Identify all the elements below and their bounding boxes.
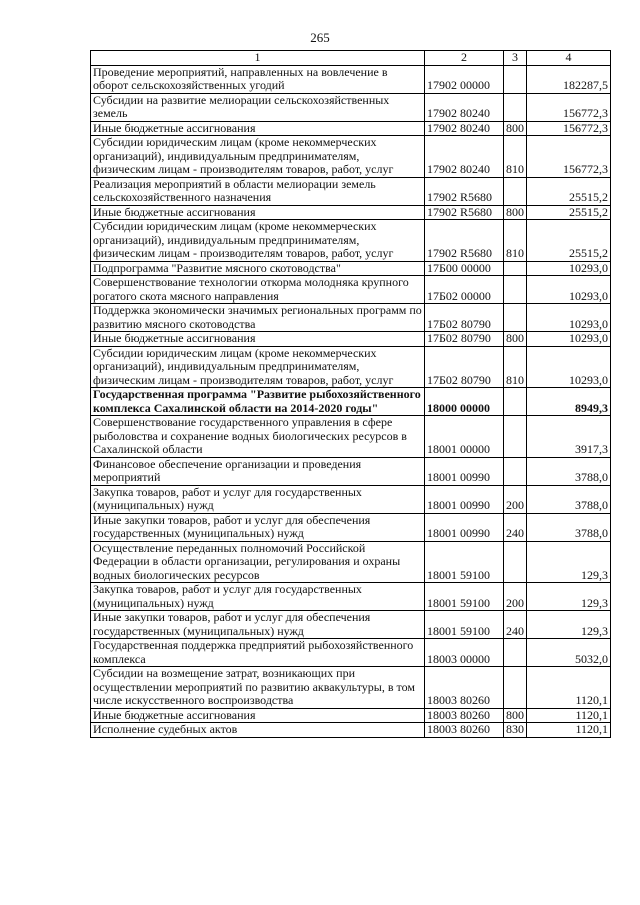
row-code: 18000 00000 [425, 388, 504, 416]
table-row [91, 611, 611, 639]
table-row [91, 93, 611, 121]
row-name: Исполнение судебных актов [91, 723, 425, 738]
table-row [91, 276, 611, 304]
row-name: Осуществление переданных полномочий Российской Федерации в области организации, регулирования и охраны водных биологических ресурсов [91, 541, 425, 583]
row-amount: 10293,0 [527, 261, 611, 276]
row-amount: 10293,0 [527, 332, 611, 347]
row-expense-type [504, 65, 527, 93]
row-expense-type: 200 [504, 583, 527, 611]
row-name: Совершенствование государственного управления в сфере рыболовства и сохранение водных биологических ресурсов в Сахалинской области [91, 416, 425, 458]
row-expense-type: 810 [504, 136, 527, 178]
table-row [91, 513, 611, 541]
row-name: Субсидии юридическим лицам (кроме некоммерческих организаций), индивидуальным предпринимателям, физическим лицам - производителям товаров, работ, услуг [91, 220, 425, 262]
table-row [91, 708, 611, 723]
row-code: 17Б02 80790 [425, 332, 504, 347]
table-row [91, 485, 611, 513]
table-row [91, 304, 611, 332]
row-code: 18003 80260 [425, 667, 504, 709]
row-code: 18001 00990 [425, 513, 504, 541]
row-amount: 3788,0 [527, 513, 611, 541]
row-amount: 1120,1 [527, 723, 611, 738]
row-name: Закупка товаров, работ и услуг для государственных (муниципальных) нужд [91, 485, 425, 513]
row-amount: 3788,0 [527, 457, 611, 485]
row-amount: 182287,5 [527, 65, 611, 93]
row-expense-type [504, 416, 527, 458]
row-amount: 10293,0 [527, 304, 611, 332]
row-amount: 25515,2 [527, 177, 611, 205]
row-code: 17Б02 80790 [425, 304, 504, 332]
row-code: 18001 59100 [425, 583, 504, 611]
row-amount: 8949,3 [527, 388, 611, 416]
row-code: 17902 80240 [425, 121, 504, 136]
row-name: Иные бюджетные ассигнования [91, 121, 425, 136]
row-code: 18001 59100 [425, 611, 504, 639]
row-expense-type: 810 [504, 220, 527, 262]
row-expense-type [504, 667, 527, 709]
row-name: Проведение мероприятий, направленных на вовлечение в оборот сельскохозяйственных угодий [91, 65, 425, 93]
row-expense-type: 830 [504, 723, 527, 738]
row-expense-type: 800 [504, 332, 527, 347]
row-expense-type [504, 304, 527, 332]
row-code: 18003 00000 [425, 639, 504, 667]
row-code: 17902 80240 [425, 136, 504, 178]
row-expense-type: 800 [504, 205, 527, 220]
table-row [91, 416, 611, 458]
row-code: 17902 80240 [425, 93, 504, 121]
table-row [91, 583, 611, 611]
row-code: 17Б02 00000 [425, 276, 504, 304]
row-expense-type [504, 93, 527, 121]
table-row [91, 65, 611, 93]
row-amount: 25515,2 [527, 220, 611, 262]
page-number: 265 [310, 30, 330, 45]
row-amount: 156772,3 [527, 93, 611, 121]
row-name: Иные бюджетные ассигнования [91, 708, 425, 723]
row-amount: 10293,0 [527, 346, 611, 388]
row-expense-type [504, 177, 527, 205]
table-row [91, 136, 611, 178]
row-code: 18001 00990 [425, 485, 504, 513]
row-code: 17902 R5680 [425, 177, 504, 205]
table-row [91, 346, 611, 388]
row-code: 18001 00990 [425, 457, 504, 485]
row-amount: 129,3 [527, 611, 611, 639]
column-header-4: 4 [527, 51, 611, 66]
table-row [91, 177, 611, 205]
row-amount: 3917,3 [527, 416, 611, 458]
row-name: Государственная программа "Развитие рыбохозяйственного комплекса Сахалинской области на 2014-2020 годы" [91, 388, 425, 416]
table-row [91, 667, 611, 709]
row-expense-type [504, 639, 527, 667]
row-name: Подпрограмма "Развитие мясного скотоводства" [91, 261, 425, 276]
row-name: Субсидии на развитие мелиорации сельскохозяйственных земель [91, 93, 425, 121]
row-expense-type: 800 [504, 121, 527, 136]
table-row [91, 541, 611, 583]
row-expense-type: 200 [504, 485, 527, 513]
table-header-row [91, 51, 611, 66]
table-row [91, 205, 611, 220]
table-row [91, 261, 611, 276]
row-code: 17902 R5680 [425, 205, 504, 220]
row-amount: 5032,0 [527, 639, 611, 667]
row-expense-type: 240 [504, 513, 527, 541]
row-name: Финансовое обеспечение организации и проведения мероприятий [91, 457, 425, 485]
row-name: Совершенствование технологии откорма молодняка крупного рогатого скота мясного направления [91, 276, 425, 304]
row-expense-type: 810 [504, 346, 527, 388]
budget-table [90, 50, 611, 738]
row-name: Субсидии юридическим лицам (кроме некоммерческих организаций), индивидуальным предпринимателям, физическим лицам - производителям товаров, работ, услуг [91, 136, 425, 178]
row-expense-type [504, 261, 527, 276]
row-code: 17902 R5680 [425, 220, 504, 262]
table-row [91, 457, 611, 485]
row-name: Иные закупки товаров, работ и услуг для обеспечения государственных (муниципальных) нужд [91, 513, 425, 541]
row-name: Субсидии на возмещение затрат, возникающих при осуществлении мероприятий по развитию аквакультуры, в том числе искусственного воспроизводства [91, 667, 425, 709]
row-code: 17902 00000 [425, 65, 504, 93]
row-amount: 10293,0 [527, 276, 611, 304]
row-expense-type [504, 457, 527, 485]
row-amount: 3788,0 [527, 485, 611, 513]
row-code: 18003 80260 [425, 708, 504, 723]
row-expense-type [504, 388, 527, 416]
column-header-3: 3 [504, 51, 527, 66]
row-name: Иные закупки товаров, работ и услуг для обеспечения государственных (муниципальных) нужд [91, 611, 425, 639]
row-expense-type [504, 276, 527, 304]
row-amount: 1120,1 [527, 708, 611, 723]
table-row [91, 639, 611, 667]
row-name: Субсидии юридическим лицам (кроме некоммерческих организаций), индивидуальным предпринимателям, физическим лицам - производителям товаров, работ, услуг [91, 346, 425, 388]
table-row [91, 220, 611, 262]
table-row [91, 388, 611, 416]
row-name: Реализация мероприятий в области мелиорации земель сельскохозяйственного назначения [91, 177, 425, 205]
row-code: 18003 80260 [425, 723, 504, 738]
row-name: Иные бюджетные ассигнования [91, 205, 425, 220]
table-row [91, 723, 611, 738]
row-expense-type [504, 541, 527, 583]
row-amount: 1120,1 [527, 667, 611, 709]
row-code: 17Б02 80790 [425, 346, 504, 388]
column-header-2: 2 [425, 51, 504, 66]
row-expense-type: 800 [504, 708, 527, 723]
row-amount: 156772,3 [527, 121, 611, 136]
row-name: Государственная поддержка предприятий рыбохозяйственного комплекса [91, 639, 425, 667]
row-amount: 156772,3 [527, 136, 611, 178]
row-name: Поддержка экономически значимых региональных программ по развитию мясного скотоводства [91, 304, 425, 332]
table-row [91, 121, 611, 136]
row-code: 18001 00000 [425, 416, 504, 458]
row-amount: 25515,2 [527, 205, 611, 220]
row-code: 17Б00 00000 [425, 261, 504, 276]
row-name: Иные бюджетные ассигнования [91, 332, 425, 347]
column-header-1: 1 [91, 51, 425, 66]
row-amount: 129,3 [527, 583, 611, 611]
row-expense-type: 240 [504, 611, 527, 639]
table-row [91, 332, 611, 347]
row-code: 18001 59100 [425, 541, 504, 583]
row-amount: 129,3 [527, 541, 611, 583]
row-name: Закупка товаров, работ и услуг для государственных (муниципальных) нужд [91, 583, 425, 611]
